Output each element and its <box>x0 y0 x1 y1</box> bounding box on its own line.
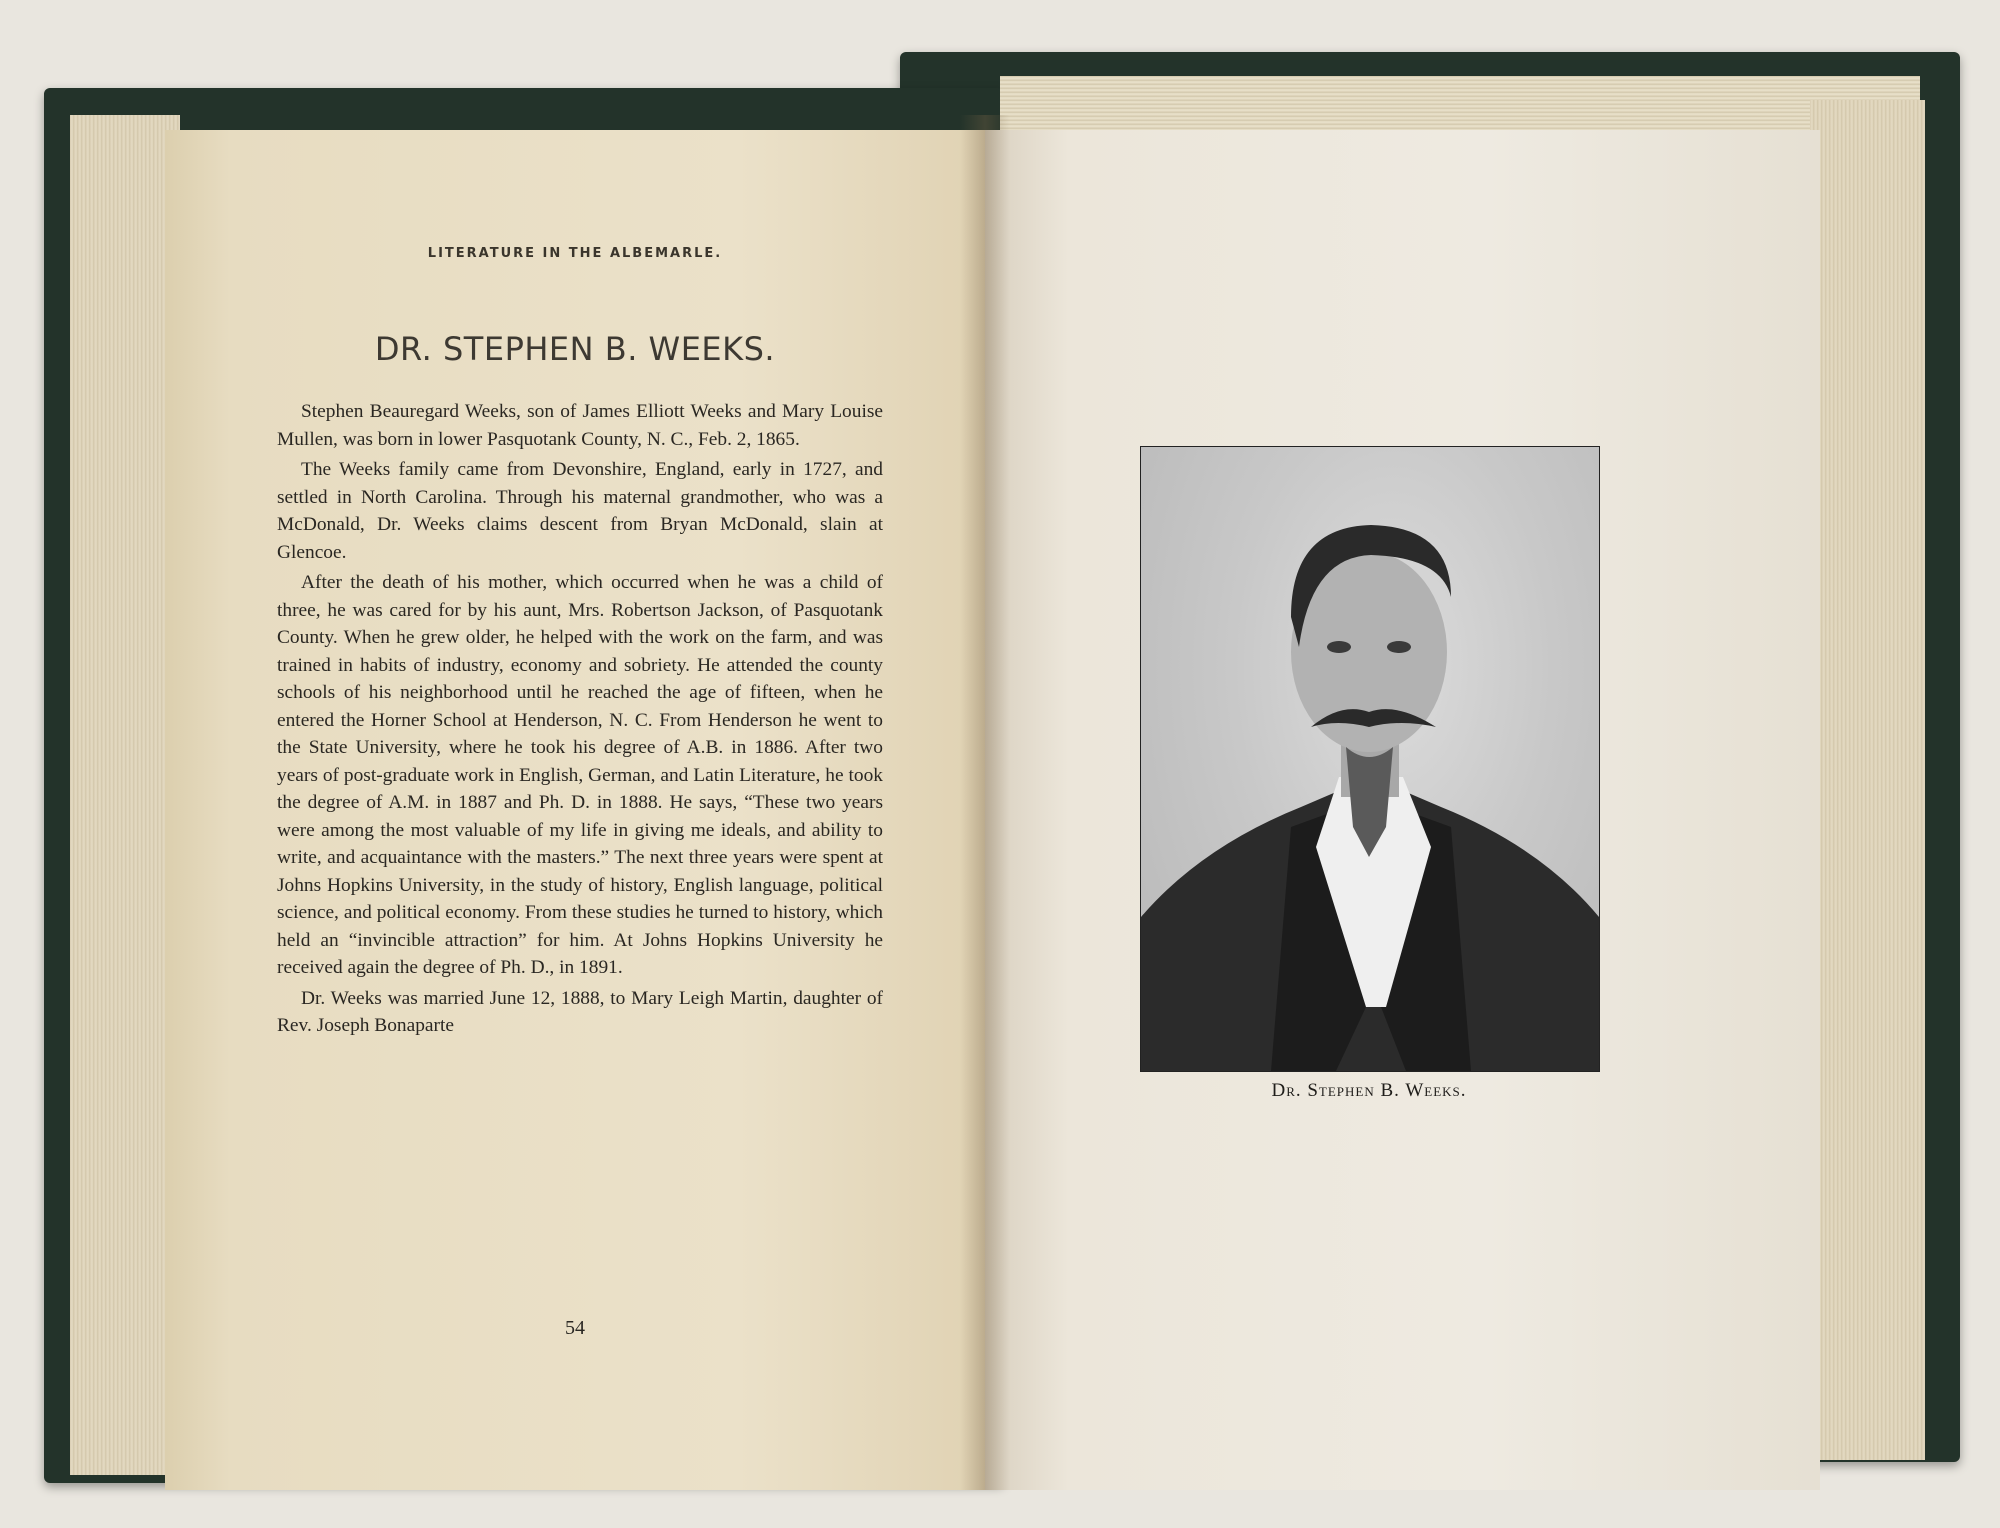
page-edges-right <box>1810 100 1925 1460</box>
paragraph: Stephen Beauregard Weeks, son of James Elliott Weeks and Mary Louise Mullen, was born in lower Pasquotank County, N. C., Feb. 2, 1865. <box>277 401 883 450</box>
left-page <box>165 130 985 1490</box>
page-edges-left <box>70 115 180 1475</box>
page-title: DR. STEPHEN B. WEEKS. <box>374 330 776 368</box>
book-gutter <box>960 115 1010 1490</box>
portrait-photo <box>1140 446 1600 1072</box>
portrait-caption: Dr. Stephen B. Weeks. <box>1271 1080 1467 1101</box>
paragraph: The Weeks family came from Devonshire, England, early in 1727, and settled in North Carolina. Through his maternal grandmother, who was a McDonald, Dr. Weeks claims descent from Bryan McDonald, slain at Glencoe. <box>277 459 883 563</box>
page-number: 54 <box>565 1317 585 1339</box>
paragraph: After the death of his mother, which occurred when he was a child of three, he was cared for by his aunt, Mrs. Robertson Jackson, of Pasquotank County. When he grew older, he helped with the work on the farm, and was trained in habits of industry, economy and sobriety. He attended the county schools of his neighborhood until he reached the age of fifteen, when he entered the Horner School at Henderson, N. C. From Henderson he went to the State University, where he took his degree of A.B. in 1886. After two years of post-graduate work in English, German, and Latin Literature, he took the degree of A.M. in 1887 and Ph. D. in 1888. He says, “These two years were among the most valuable of my life in giving me ideals, and ability to write, and acquaintance with the masters.” The next three years were spent at Johns Hopkins University, in the study of history, English language, political science, and political economy. From these studies he turned to history, which held an “invincible attraction” for him. At Johns Hopkins University he received again the degree of Ph. D., in 1891. <box>277 572 883 978</box>
paragraph: Dr. Weeks was married June 12, 1888, to Mary Leigh Martin, daughter of Rev. Joseph Bonaparte <box>277 987 883 1036</box>
page-edges-top <box>1000 76 1920 136</box>
right-page <box>985 130 1820 1490</box>
running-head: LITERATURE IN THE ALBEMARLE. <box>427 246 723 261</box>
portrait-illustration <box>1141 447 1599 1071</box>
body-text <box>277 398 883 1043</box>
